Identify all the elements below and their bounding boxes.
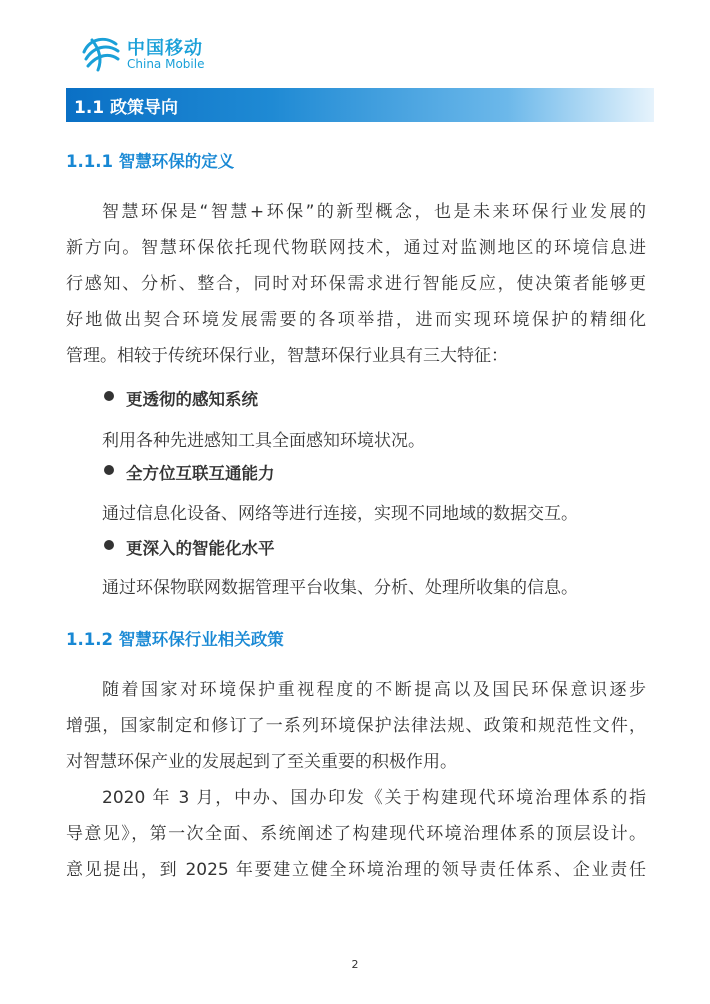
logo-text-cn: 中国移动 [127,38,203,59]
policy-paragraph-1 [66,672,646,780]
china-mobile-logo-icon [80,32,122,74]
paragraph-line: 导意见》，第一次全面、系统阐述了构建现代环境治理体系的顶层设计。 [66,824,646,844]
feature-description: 通过环保物联网数据管理平台收集、分析、处理所收集的信息。 [102,578,578,598]
subsection-title-policy: 1.1.2 智慧环保行业相关政策 [66,630,284,649]
bullet-dot-icon [104,465,114,475]
paragraph-line: 行感知、分析、整合，同时对环保需求进行智能反应，使决策者能够更 [66,274,646,294]
section-banner [66,88,654,122]
definition-paragraph [66,194,646,374]
paragraph-line: 2020 年 3 月，中办、国办印发《关于构建现代环境治理体系的指 [102,788,646,808]
feature-title: 更透彻的感知系统 [126,390,258,409]
paragraph-line: 好地做出契合环境发展需要的各项举措，进而实现环境保护的精细化 [66,310,646,330]
feature-title: 更深入的智能化水平 [126,539,275,558]
bullet-dot-icon [104,391,114,401]
section-title: 1.1 政策导向 [74,98,179,118]
paragraph-line: 管理。相较于传统环保行业，智慧环保行业具有三大特征： [66,346,508,366]
policy-paragraph-2 [66,780,646,888]
paragraph-line: 随着国家对环境保护重视程度的不断提高以及国民环保意识逐步 [102,680,646,700]
paragraph-line: 增强，国家制定和修订了一系列环境保护法律法规、政策和规范性文件， [66,716,646,736]
page-number: 2 [351,958,359,971]
subsection-title-definition: 1.1.1 智慧环保的定义 [66,152,235,171]
logo-text-en: China Mobile [127,57,205,71]
feature-title: 全方位互联互通能力 [126,464,275,483]
feature-description: 利用各种先进感知工具全面感知环境状况。 [102,431,425,451]
paragraph-line: 意见提出，到 2025 年要建立健全环境治理的领导责任体系、企业责任 [66,860,646,880]
paragraph-line: 新方向。智慧环保依托现代物联网技术，通过对监测地区的环境信息进 [66,238,646,258]
paragraph-line: 对智慧环保产业的发展起到了至关重要的积极作用。 [66,752,457,772]
feature-description: 通过信息化设备、网络等进行连接，实现不同地域的数据交互。 [102,504,578,524]
bullet-dot-icon [104,540,114,550]
paragraph-line: 智慧环保是“智慧+环保”的新型概念，也是未来环保行业发展的 [102,202,646,222]
china-mobile-logo [80,32,250,76]
